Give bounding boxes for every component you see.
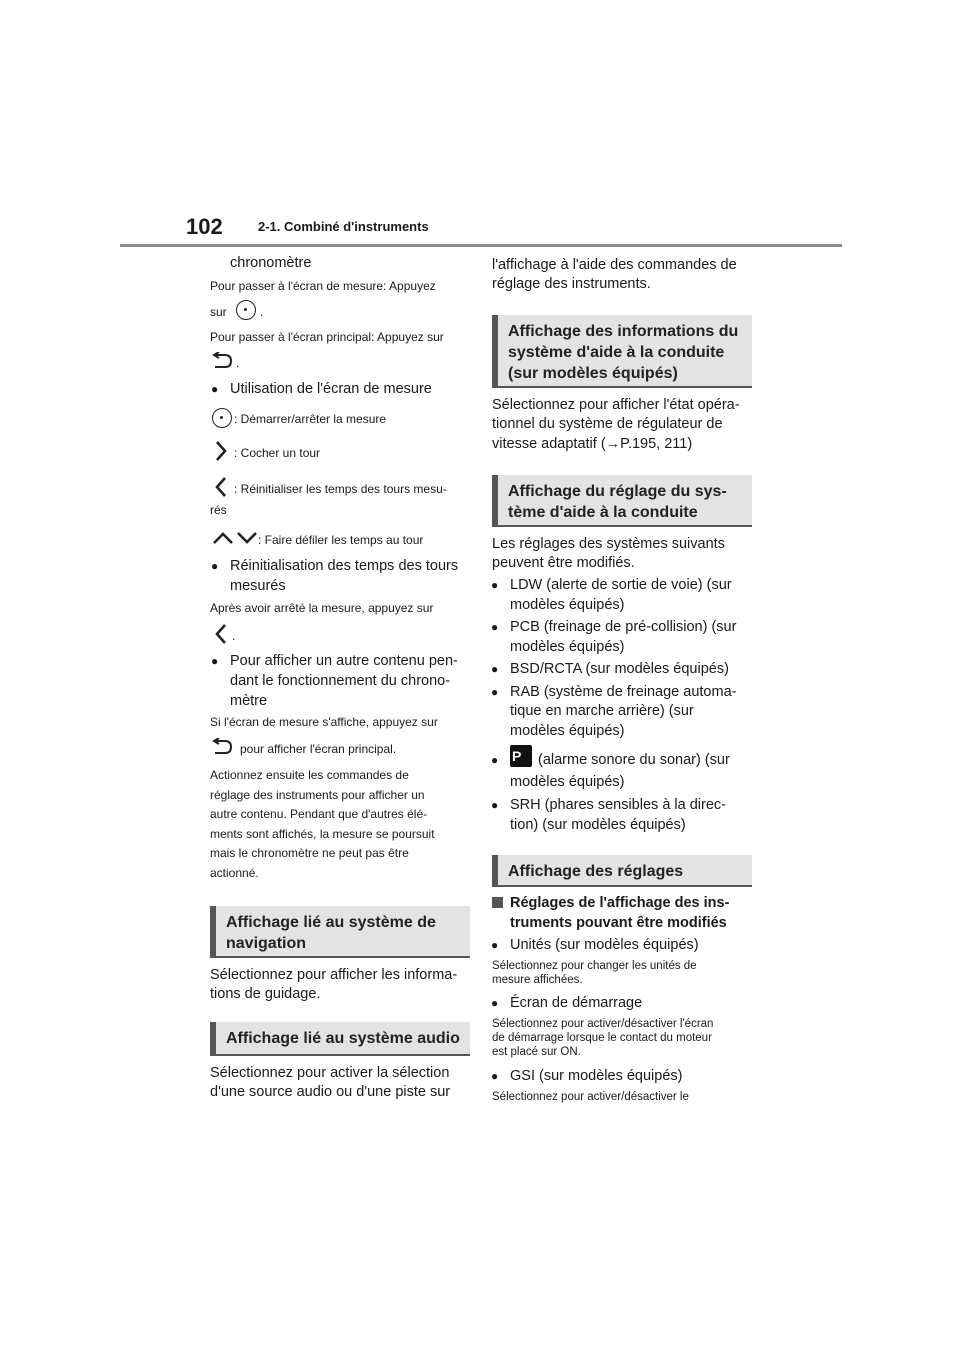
text-line: Après avoir arrêté la mesure, appuyez sur <box>210 601 434 615</box>
bullet-item: ● Unités (sur modèles équipés) <box>510 935 699 955</box>
text-line: d'une source audio ou d'une piste sur <box>210 1084 451 1100</box>
text-line: autre contenu. Pendant que d'autres élé- <box>210 807 428 821</box>
text-line: l'affichage à l'aide des commandes de <box>492 257 737 273</box>
bullet-item: ● Utilisation de l'écran de mesure <box>230 379 432 399</box>
text-line: tion) (sur modèles équipés) <box>510 817 686 833</box>
text-line: Sélectionnez pour activer/désactiver le <box>492 1091 689 1103</box>
text-line: tions de guidage. <box>210 986 321 1002</box>
heading-text: Affichage lié au système audio <box>226 1030 460 1047</box>
text-line: modèles équipés) <box>510 639 625 655</box>
text-line: est placé sur ON. <box>492 1046 581 1058</box>
back-arrow-icon <box>212 738 234 756</box>
text-line: : Cocher un tour <box>234 446 321 460</box>
text-line: Si l'écran de mesure s'affiche, appuyez sur <box>210 715 438 729</box>
text-line: réglage des instruments pour afficher un <box>210 788 425 802</box>
bullet-item: ● Écran de démarrage <box>510 993 642 1013</box>
bullet-item: ● Pour afficher un autre contenu pen- <box>230 651 458 671</box>
text-line: tique en marche arrière) (sur <box>510 703 694 719</box>
text-line: Sélectionnez pour afficher l'état opéra- <box>492 397 740 413</box>
chevron-up-icon <box>212 531 234 545</box>
text-line: . <box>260 305 264 319</box>
text-line: Pour passer à l'écran principal: Appuyez sur <box>210 330 444 344</box>
text-line: pour afficher l'écran principal. <box>240 742 397 756</box>
bullet-item: ● Réinitialisation des temps des tours <box>230 556 458 576</box>
bullet-item: ● RAB (système de freinage automa- <box>510 682 736 702</box>
text-line: mesurés <box>230 578 286 594</box>
bullet-item: ● LDW (alerte de sortie de voie) (sur <box>510 575 732 595</box>
heading-text: Affichage des informations du système d'aide à la conduite (sur modèles équipés) <box>508 323 739 382</box>
text-line: rés <box>210 503 227 517</box>
text-line: Pour passer à l'écran de mesure: Appuyez <box>210 279 436 293</box>
header-rule <box>120 244 842 247</box>
page-number: 102 <box>186 214 223 239</box>
back-arrow-icon <box>212 352 234 370</box>
text-line: Sélectionnez pour activer/désactiver l'écran <box>492 1018 714 1030</box>
heading-text: Affichage du réglage du sys- tème d'aide à la conduite <box>508 483 727 521</box>
text-line: modèles équipés) <box>510 723 625 739</box>
select-button-icon <box>236 300 256 320</box>
section-heading-driving-info <box>492 315 752 388</box>
section-heading-driving-settings <box>492 475 752 527</box>
text-line: modèles équipés) <box>510 597 625 613</box>
text-line: mesure affichées. <box>492 974 583 986</box>
text-line: mais le chronomètre ne peut pas être <box>210 846 409 860</box>
text-line: . <box>232 629 236 643</box>
chevron-right-icon <box>214 440 228 462</box>
bullet-item: ● PCB (freinage de pré-collision) (sur <box>510 617 736 637</box>
text-line: Sélectionnez pour afficher les informa- <box>210 967 458 983</box>
chevron-left-icon <box>214 623 228 645</box>
text-line: actionné. <box>210 866 259 880</box>
bullet-item: ● BSD/RCTA (sur modèles équipés) <box>510 659 729 679</box>
text-line: vitesse adaptatif (→P.195, 211) <box>492 436 693 452</box>
text-line: : Réinitialiser les temps des tours mesu- <box>234 482 447 496</box>
text-line: dant le fonctionnement du chrono- <box>230 673 451 689</box>
chapter-title: 2-1. Combiné d'instruments <box>258 219 429 234</box>
subheading: Réglages de l'affichage des ins- <box>510 895 730 911</box>
text-line: Actionnez ensuite les commandes de <box>210 768 409 782</box>
text-line: réglage des instruments. <box>492 276 651 292</box>
chevron-down-icon <box>236 531 258 545</box>
text-line: sur <box>210 305 227 319</box>
bullet-item: ● SRH (phares sensibles à la direc- <box>510 795 726 815</box>
section-heading-audio <box>210 1022 470 1056</box>
text-line: mètre <box>230 693 268 709</box>
text-line: chronomètre <box>230 255 312 271</box>
text-line: Les réglages des systèmes suivants <box>492 536 725 552</box>
heading-text: Affichage des réglages <box>508 863 684 880</box>
subheading: truments pouvant être modifiés <box>510 915 727 931</box>
text-line: Sélectionnez pour changer les unités de <box>492 960 697 972</box>
text-line: . <box>236 356 240 370</box>
text-line: tionnel du système de régulateur de <box>492 416 723 432</box>
text-line: (alarme sonore du sonar) (sur <box>538 752 730 768</box>
select-button-icon <box>212 408 232 428</box>
chevron-left-icon <box>214 476 228 498</box>
text-line: Sélectionnez pour activer la sélection <box>210 1065 450 1081</box>
text-line: modèles équipés) <box>510 774 625 790</box>
section-heading-navigation <box>210 906 470 958</box>
text-line: : Faire défiler les temps au tour <box>258 533 424 547</box>
section-heading-settings <box>492 855 752 887</box>
text-line: ments sont affichés, la mesure se poursuit <box>210 827 435 841</box>
text-line: peuvent être modifiés. <box>492 555 635 571</box>
text-line: de démarrage lorsque le contact du moteur <box>492 1032 712 1044</box>
text-line: : Démarrer/arrêter la mesure <box>234 412 387 426</box>
heading-text: Affichage lié au système de navigation <box>226 914 436 952</box>
sonar-p-letter: P <box>512 748 522 764</box>
bullet-item: ● GSI (sur modèles équipés) <box>510 1066 682 1086</box>
sonar-p-icon <box>510 745 532 767</box>
